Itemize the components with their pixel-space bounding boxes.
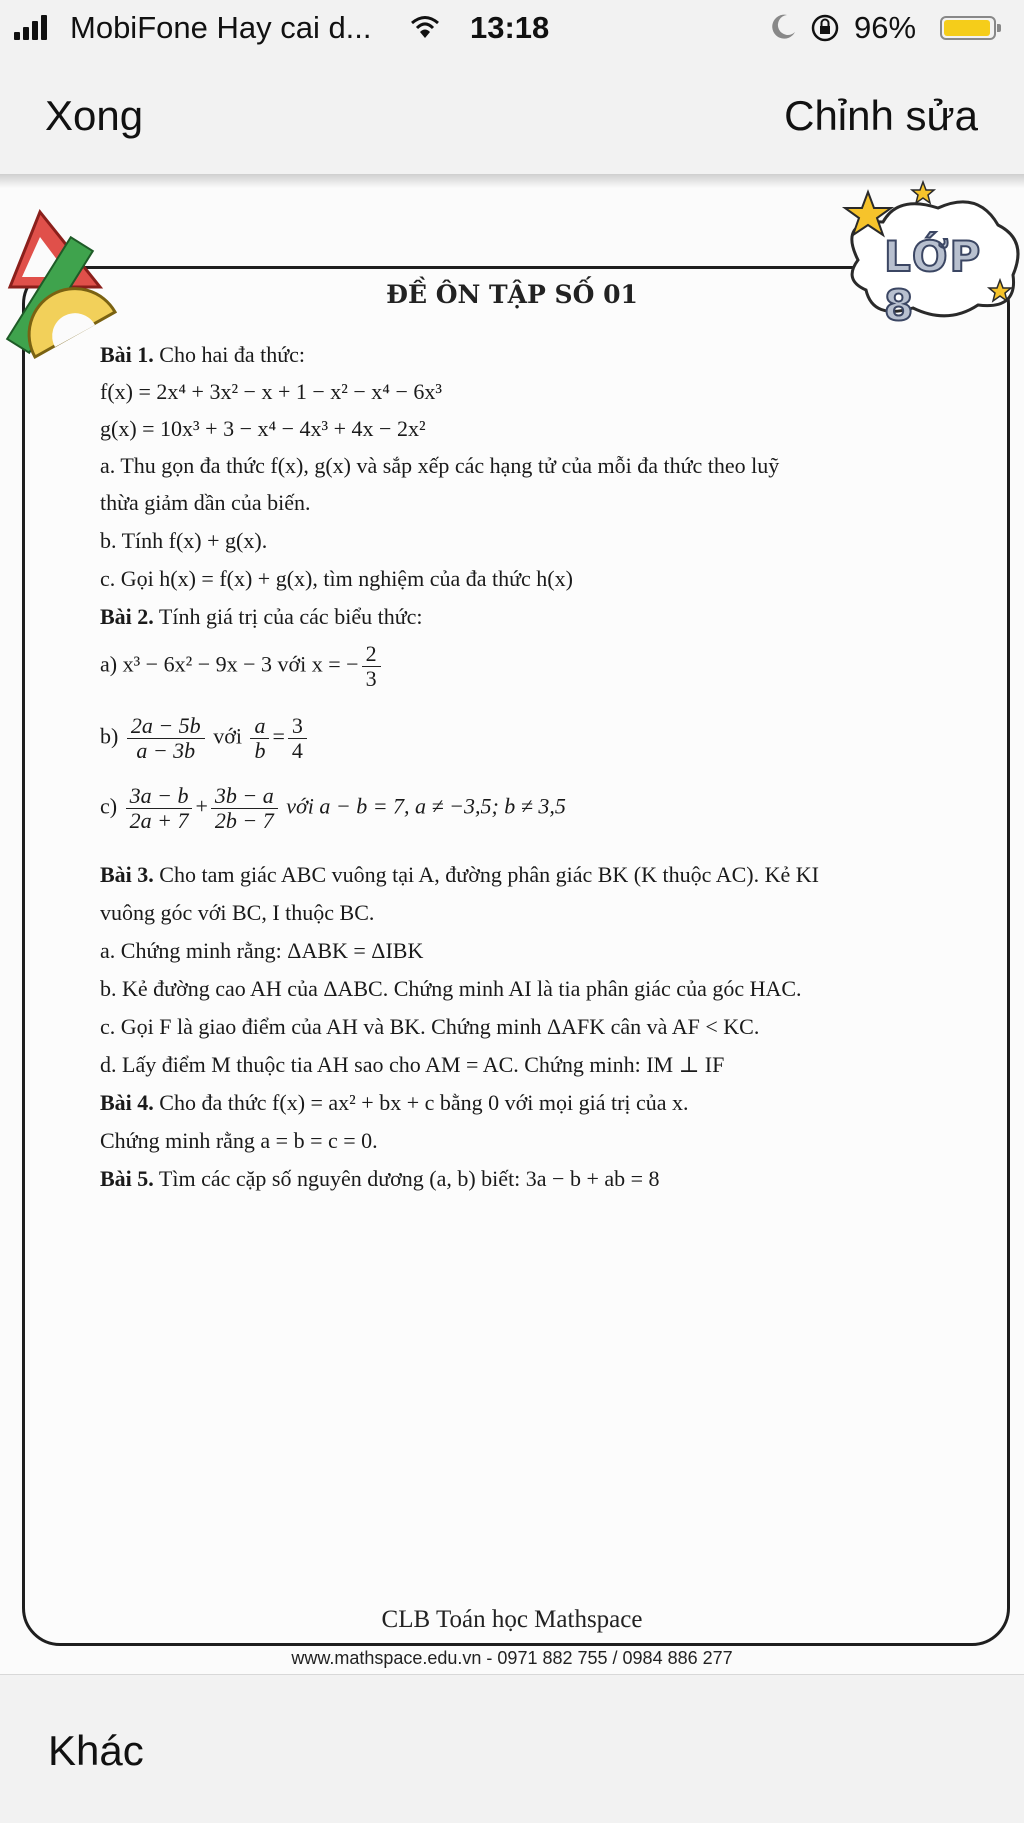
club-name: CLB Toán học Mathspace <box>381 1606 643 1633</box>
battery-icon <box>940 16 996 40</box>
problem-4-line2: Chứng minh rằng a = b = c = 0. <box>100 1128 378 1153</box>
problem-1-c: c. Gọi h(x) = f(x) + g(x), tìm nghiệm của đa thức h(x) <box>100 566 573 591</box>
moon-icon <box>768 12 798 42</box>
problem-4-heading: Bài 4. Cho đa thức f(x) = ax² + bx + c bằng 0 với mọi giá trị của x. <box>100 1090 689 1115</box>
more-button[interactable]: Khác <box>48 1727 144 1774</box>
signal-icon <box>14 14 47 40</box>
problem-1-heading: Bài 1. Cho hai đa thức: <box>100 342 306 367</box>
problem-2-b: b) $\frac{2a - 5b}{a - 3b}$ với $\frac{a}{b}$ = $\frac{3}{4}$ <box>100 714 310 763</box>
problem-1-a-line1: a. Thu gọn đa thức f(x), g(x) và sắp xếp các hạng tử của mỗi đa thức theo luỹ <box>100 453 780 478</box>
battery-percent: 96% <box>854 10 917 45</box>
problem-3-c: c. Gọi F là giao điểm của AH và BK. Chứng minh ΔAFK cân và AF < KC. <box>100 1014 760 1039</box>
problem-1-b: b. Tính f(x) + g(x). <box>100 528 268 553</box>
ruler-protractor-decoration <box>0 192 130 362</box>
document-view <box>0 174 1024 1674</box>
rotation-lock-icon <box>810 13 840 43</box>
problem-1-g: g(x) = 10x³ + 3 − x⁴ − 4x³ + 4x − 2x² <box>100 416 426 441</box>
bottom-toolbar <box>0 1674 1024 1823</box>
problem-3-line2: vuông góc với BC, I thuộc BC. <box>100 900 375 925</box>
website-contact: www.mathspace.edu.vn - 0971 882 755 / 0984 886 277 <box>291 1648 733 1668</box>
edit-button[interactable]: Chỉnh sửa <box>784 92 978 139</box>
navigation-bar <box>0 56 1024 175</box>
carrier-name: MobiFone Hay cai d... <box>70 10 372 45</box>
problem-3-b: b. Kẻ đường cao AH của ΔABC. Chứng minh AI là tia phân giác của góc HAC. <box>100 976 802 1001</box>
done-button[interactable]: Xong <box>45 92 144 139</box>
clock: 13:18 <box>470 10 550 45</box>
problem-2-c: c) $\frac{3a - b}{2a + 7}$ + $\frac{3b - a}{2b - 7}$ với a − b = 7, a ≠ −3,5; b ≠ 3,5 <box>100 783 566 833</box>
status-bar <box>0 0 1024 56</box>
problem-5: Bài 5. Tìm các cặp số nguyên dương (a, b) biết: 3a − b + ab = 8 <box>100 1166 660 1191</box>
wifi-icon <box>410 14 440 40</box>
problem-2-heading: Bài 2. Tính giá trị của các biểu thức: <box>100 604 423 629</box>
problem-1-f: f(x) = 2x⁴ + 3x² − x + 1 − x² − x⁴ − 6x³ <box>100 379 442 404</box>
exam-title: ĐỀ ÔN TẬP SỐ 01 <box>386 280 638 309</box>
problem-3-d: d. Lấy điểm M thuộc tia AH sao cho AM = AC. Chứng minh: IM ⊥ IF <box>100 1052 725 1077</box>
problem-3-heading: Bài 3. Cho tam giác ABC vuông tại A, đường phân giác BK (K thuộc AC). Kẻ KI <box>100 862 819 887</box>
grade-badge: LỚP 8 <box>884 232 982 330</box>
problem-1-a-line2: thừa giảm dần của biến. <box>100 490 311 515</box>
problem-3-a: a. Chứng minh rằng: ΔABK = ΔIBK <box>100 938 424 963</box>
problem-2-a: a) x³ − 6x² − 9x − 3 với x = − $\frac{2}{3}$ <box>100 642 384 691</box>
